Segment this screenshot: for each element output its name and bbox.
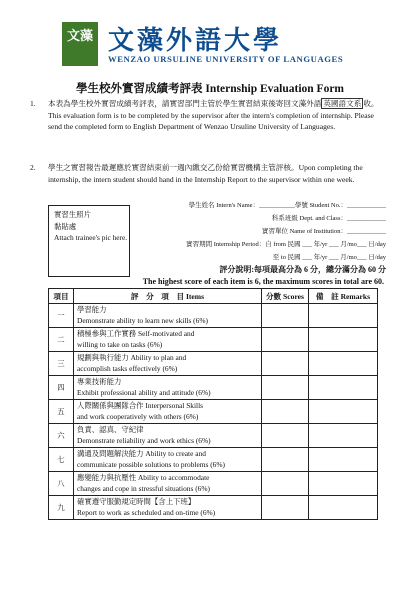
remarks-cell[interactable]	[309, 328, 378, 352]
item-text-cn: 學習能力	[77, 305, 107, 314]
item-text-en: Exhibit professional ability and attitude (6%)	[77, 387, 211, 397]
row-item	[74, 400, 262, 424]
header-number: 項目	[49, 289, 74, 304]
period-to-line: 至 to 民國 ___ 年/yr ___ 月/mo___ 日/day	[272, 254, 386, 261]
table-row	[49, 376, 378, 400]
header-scores: 分數 Scores	[262, 289, 309, 304]
dept-class-line: 科系班級 Dept. and Class：____________	[271, 215, 386, 222]
university-logo	[62, 20, 362, 72]
row-number: 二	[49, 328, 74, 352]
row-number: 八	[49, 472, 74, 496]
item-text-cn: 積極參與工作實務 Self-motivated and	[77, 329, 195, 338]
dept-name-box: 英國語文系	[323, 99, 362, 108]
row-item	[74, 376, 262, 400]
student-info-line: 學生姓名 Intern's Name：___________學號 Student No.：____________	[188, 202, 386, 209]
item-text-cn: 專業技術能力	[77, 377, 122, 386]
item-text-cn: 負責、認真、守紀律	[77, 425, 144, 434]
row-number: 四	[49, 376, 74, 400]
remarks-cell[interactable]	[309, 448, 378, 472]
item-text-en: willing to take on tasks (6%)	[77, 339, 163, 349]
instruction-2: 2. 學生之實習報告最遲應於實習結束前一週內繳交乙份給實習機構主管評核。Upon completing the internship, the intern student should hand in the Internship Report to the supervisor within one week.	[30, 163, 363, 184]
score-cell[interactable]	[262, 376, 309, 400]
table-header-row	[49, 289, 378, 304]
item-text-cn: 溝通及問題解決能力 Ability to create and	[77, 449, 206, 458]
score-cell[interactable]	[262, 352, 309, 376]
table-row	[49, 496, 378, 520]
row-item	[74, 472, 262, 496]
row-item	[74, 448, 262, 472]
item-text-cn: 規劃與執行能力 Ability to plan and	[77, 353, 187, 362]
row-item	[74, 304, 262, 328]
score-cell[interactable]	[262, 400, 309, 424]
score-cell[interactable]	[262, 496, 309, 520]
score-cell[interactable]	[262, 472, 309, 496]
row-number: 五	[49, 400, 74, 424]
photo-box: 實習生照片 黏貼處 Attach trainee's pic here.	[48, 205, 130, 277]
header-items: 評 分 項 目 Items	[74, 289, 262, 304]
remarks-cell[interactable]	[309, 496, 378, 520]
row-item	[74, 352, 262, 376]
logo-mark: 文藻	[62, 22, 98, 66]
table-row	[49, 328, 378, 352]
table-row	[49, 424, 378, 448]
row-number: 九	[49, 496, 74, 520]
row-number: 六	[49, 424, 74, 448]
item-text-en: changes and cope in stressful situations (6%)	[77, 483, 210, 493]
period-from-line: 實習期間 Internship Period：自 from 民國 ___ 年/yr ___ 月/mo___ 日/day	[186, 241, 386, 248]
score-cell[interactable]	[262, 304, 309, 328]
row-number: 一	[49, 304, 74, 328]
remarks-cell[interactable]	[309, 472, 378, 496]
item-text-en: and work cooperatively with others (6%)	[77, 411, 199, 421]
item-text-cn: 人際關係與團隊合作 Interpersonal Skills	[77, 401, 204, 410]
item-text-cn: 應變能力與抗壓性 Ability to accommodate	[77, 473, 210, 482]
item-text-en: Report to work as scheduled and on-time (6%)	[77, 507, 216, 517]
score-cell[interactable]	[262, 424, 309, 448]
row-item	[74, 496, 262, 520]
remarks-cell[interactable]	[309, 424, 378, 448]
form-title: 學生校外實習成績考評表 Internship Evaluation Form	[75, 83, 345, 95]
score-cell[interactable]	[262, 448, 309, 472]
item-text-en: accomplish tasks effectively (6%)	[77, 363, 178, 373]
table-row	[49, 352, 378, 376]
score-note: 評分說明:每項最高分為 6 分，總分滿分為 60 分	[219, 265, 386, 274]
item-text-en: Demonstrate reliability and work ethics (6%)	[77, 435, 211, 445]
remarks-cell[interactable]	[309, 400, 378, 424]
max-score-note: The highest score of each item is 6, the maximum scores in total are 60.	[142, 277, 384, 286]
row-item	[74, 424, 262, 448]
table-row	[49, 304, 378, 328]
item-text-en: Demonstrate ability to learn new skills (6%)	[77, 315, 208, 325]
evaluation-table	[48, 288, 378, 520]
row-number: 三	[49, 352, 74, 376]
table-row	[49, 448, 378, 472]
institution-line: 實習單位 Name of Institution：____________	[261, 228, 386, 235]
table-row	[49, 400, 378, 424]
remarks-cell[interactable]	[309, 376, 378, 400]
item-text-cn: 確實遵守服勤規定時間【含上下班】	[77, 497, 196, 506]
university-english-name: WENZAO URSULINE UNIVERSITY OF LANGUAGES	[108, 54, 344, 64]
item-text-en: communicate possible solutions to problems (6%)	[77, 459, 225, 469]
row-item	[74, 328, 262, 352]
table-row	[49, 472, 378, 496]
header-remarks: 備 註 Remarks	[309, 289, 378, 304]
score-cell[interactable]	[262, 328, 309, 352]
university-chinese-name: 文藻外語大學	[108, 26, 283, 55]
remarks-cell[interactable]	[309, 352, 378, 376]
instruction-1: 1. 本表為學生校外實習成績考評表，請實習部門主管於學生實習結束後寄回文藻外語 英國語文系 收。This evaluation form is to be completed by the supervisor after the intern's completion of internship. Please send the completed form to English Department of Wenzao Ursuline University of Languages.	[30, 99, 379, 131]
row-number: 七	[49, 448, 74, 472]
remarks-cell[interactable]	[309, 304, 378, 328]
